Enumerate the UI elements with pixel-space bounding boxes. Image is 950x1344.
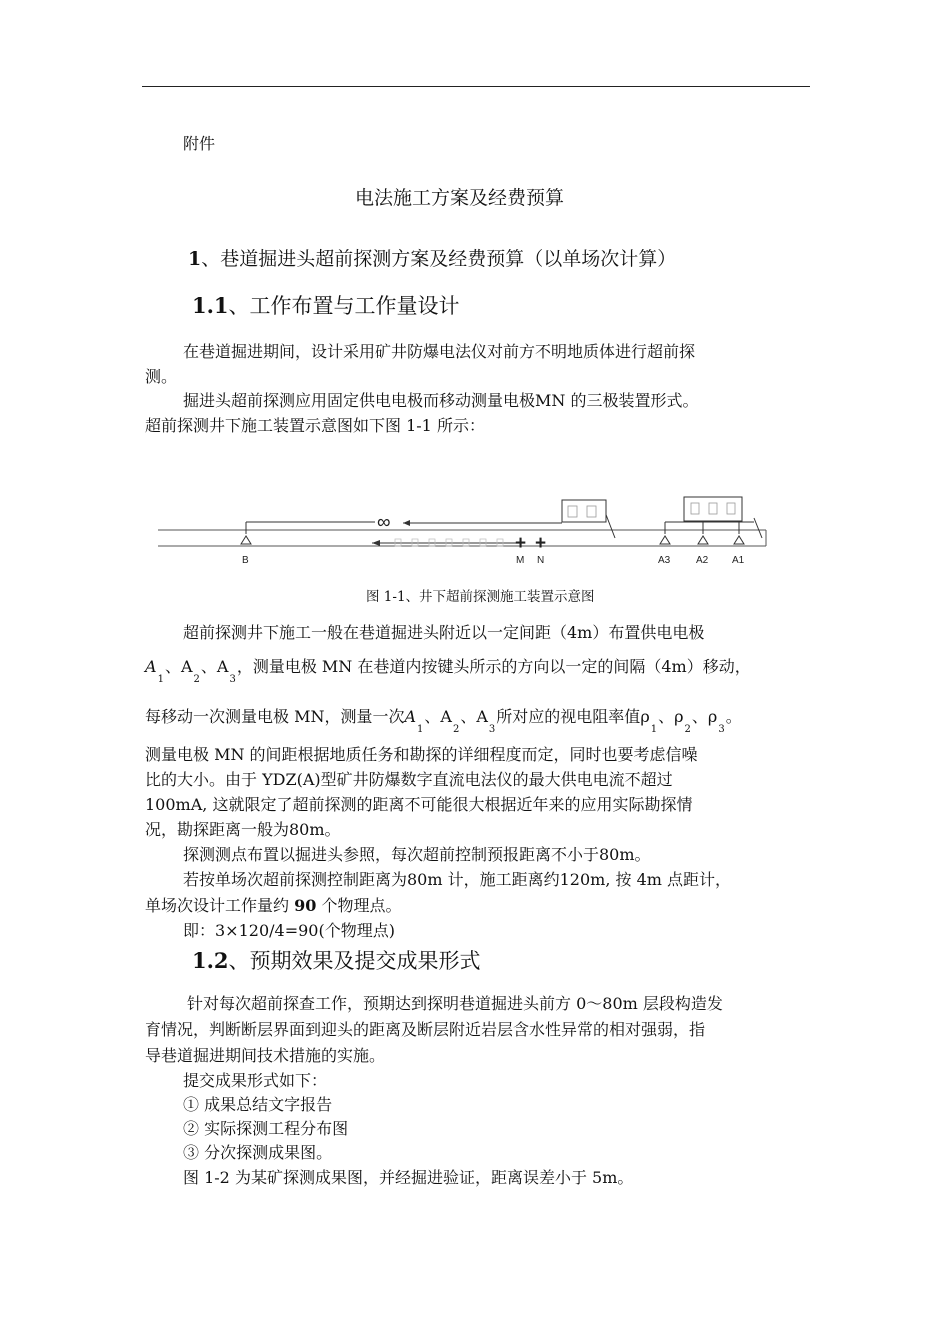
figure-1-1-caption: 图 1-1、井下超前探测施工装置示意图	[366, 589, 595, 605]
result-list-item: ① 成果总结文字报告	[183, 1095, 333, 1114]
paragraph-3-line-1: 超前探测井下施工一般在巷道掘进头附近以一定间距（4m）布置供电电极	[183, 623, 705, 642]
label-a2: A2	[696, 555, 709, 566]
section-1-1-heading	[192, 293, 460, 318]
section-1-2-heading	[192, 948, 481, 973]
label-a1: A1	[732, 555, 745, 566]
section-1-2-number: 1.2	[192, 948, 229, 973]
paragraph-3-line-5: 比的大小。由于 YDZ(A)型矿井防爆数字直流电法仪的最大供电电流不超过	[145, 770, 673, 789]
paragraph-2-line-1: 掘进头超前探测应用固定供电电极而移动测量电极MN 的三极装置形式。	[183, 391, 699, 410]
section-1-heading	[188, 249, 676, 269]
section-1-2-p2: 提交成果形式如下：	[183, 1071, 328, 1090]
paragraph-3-line-2: $A_1$、$A_2$、$A_3$，测量电极 MN 在巷道内按键头所示的方向以一定的间隔（4m）移动，	[145, 657, 751, 685]
section-1-2-p1-line-1: 针对每次超前探查工作，预期达到探明巷道掘进头前方 0～80m 层段构造发	[187, 994, 723, 1013]
electrode-b-marker	[241, 536, 251, 544]
section-1-1-number: 1.1	[192, 293, 229, 318]
receiver-instrument-box	[562, 500, 606, 522]
document-title: 电法施工方案及经费预算	[355, 187, 565, 209]
section-1-2-p1-line-2: 育情况，判断断层界面到迎头的距离及断层附近岩层含水性异常的相对强弱，指	[145, 1020, 706, 1039]
paragraph-6: 即：3×120/4=90(个物理点)	[183, 921, 395, 940]
label-a3: A3	[658, 555, 671, 566]
paragraph-2-line-2: 超前探测井下施工装置示意图如下图 1-1 所示：	[145, 416, 485, 435]
paragraph-1-line-2: 测。	[145, 367, 178, 386]
paragraph-3-line-6: 100mA, 这就限定了超前探测的距离不可能很大根据近年来的应用实际勘探情	[145, 795, 693, 814]
mn-move-arrowhead	[372, 540, 380, 546]
paragraph-1-line-1: 在巷道掘进期间，设计采用矿井防爆电法仪对前方不明地质体进行超前探	[183, 342, 696, 361]
label-n: N	[537, 555, 545, 566]
section-1-title: 、巷道掘进头超前探测方案及经费预算（以单场次计算）	[201, 248, 677, 270]
paragraph-4: 探测测点布置以掘进头参照，每次超前控制预报距离不小于80m。	[183, 845, 651, 864]
electrode-a2-marker	[698, 536, 708, 544]
electrode-a3-marker	[660, 536, 670, 544]
label-b: B	[242, 555, 249, 566]
infinity-symbol: ∞	[377, 512, 391, 533]
paragraph-3-line-7: 况，勘探距离一般为80m。	[145, 820, 341, 839]
electrode-a1-marker	[734, 536, 744, 544]
section-1-2-p1-line-3: 导巷道掘进期间技术措施的实施。	[145, 1046, 386, 1065]
paragraph-5-line-2: 单场次设计工作量约 90 个物理点。	[145, 896, 402, 915]
attachment-label: 附件	[183, 134, 216, 153]
electrode-n-plus: +	[535, 533, 547, 554]
section-1-number: 1	[188, 248, 202, 270]
header-rule	[142, 86, 810, 87]
infinity-arrowhead	[403, 520, 410, 526]
electrode-m-plus: +	[515, 533, 527, 554]
paragraph-3-line-4: 测量电极 MN 的间距根据地质任务和勘探的详细程度而定，同时也要考虑信噪	[145, 745, 698, 764]
section-1-2-title: 、预期效果及提交成果形式	[228, 949, 481, 973]
paragraph-5-line-1: 若按单场次超前探测控制距离为80m 计，施工距离约120m, 按 4m 点距计，	[183, 870, 732, 889]
transmitter-box	[684, 497, 742, 521]
label-m: M	[516, 555, 525, 566]
result-list-item: ② 实际探测工程分布图	[183, 1119, 349, 1138]
section-1-2-p3: 图 1-2 为某矿探测成果图，并经掘进验证，距离误差小于 5m。	[183, 1168, 634, 1187]
section-1-1-title: 、工作布置与工作量设计	[228, 294, 460, 318]
figure-1-1-diagram	[150, 488, 780, 568]
paragraph-3-line-3: 每移动一次测量电极 MN，测量一次$A_1$、$A_2$、$A_3$所对应的视电阻率值$\rho_1$、$\rho_2$、$\rho_3$。	[145, 707, 742, 735]
a-bus-diagonal	[754, 518, 762, 538]
result-list-item: ③ 分次探测成果图。	[183, 1143, 333, 1162]
